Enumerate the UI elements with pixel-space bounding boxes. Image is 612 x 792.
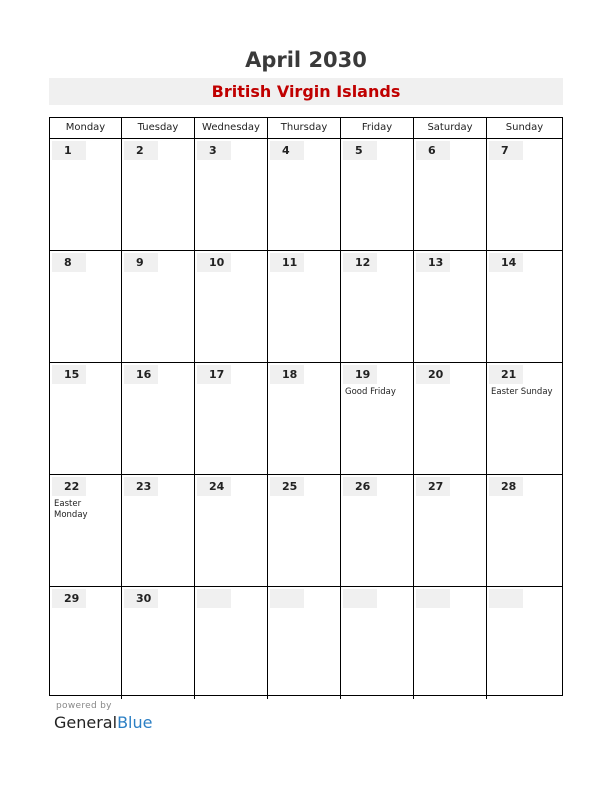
day-cell (195, 587, 268, 699)
day-cell (414, 251, 487, 362)
week-row (50, 475, 562, 587)
day-number (489, 589, 523, 608)
day-number: 10 (197, 253, 231, 272)
day-number: 22 (52, 477, 86, 496)
day-number: 4 (270, 141, 304, 160)
day-number: 23 (124, 477, 158, 496)
day-cell (414, 139, 487, 250)
weekday-header: Thursday (268, 118, 341, 138)
day-cell (341, 139, 414, 250)
week-row (50, 251, 562, 363)
day-cell (50, 363, 122, 474)
day-number: 21 (489, 365, 523, 384)
day-cell (487, 139, 562, 250)
weekday-header: Monday (50, 118, 122, 138)
day-number: 12 (343, 253, 377, 272)
day-number: 9 (124, 253, 158, 272)
calendar-grid (49, 117, 563, 696)
day-number: 24 (197, 477, 231, 496)
day-cell (487, 475, 562, 586)
day-cell (195, 363, 268, 474)
day-number: 30 (124, 589, 158, 608)
day-cell (122, 363, 195, 474)
day-number: 11 (270, 253, 304, 272)
day-number (197, 589, 231, 608)
week-row (50, 139, 562, 251)
weekday-header: Saturday (414, 118, 487, 138)
week-row (50, 363, 562, 475)
week-row (50, 587, 562, 699)
weekday-header: Sunday (505, 122, 544, 133)
logo-general-text: General (54, 713, 118, 732)
day-number: 27 (416, 477, 450, 496)
day-cell (50, 139, 122, 250)
day-number: 3 (197, 141, 231, 160)
day-number: 6 (416, 141, 450, 160)
day-number (416, 589, 450, 608)
day-cell (487, 363, 562, 474)
page-title: April 2030 (245, 48, 367, 72)
holiday-label: Easter Monday (54, 499, 88, 520)
day-cell (122, 251, 195, 362)
day-number: 17 (197, 365, 231, 384)
day-number: 20 (416, 365, 450, 384)
day-cell (414, 587, 487, 699)
country-banner: British Virgin Islands (49, 78, 563, 105)
logo-blue-text: Blue (117, 713, 153, 732)
holiday-label: Easter Sunday (491, 387, 553, 397)
day-number: 29 (52, 589, 86, 608)
day-cell (268, 139, 341, 250)
day-cell (341, 363, 414, 474)
day-number: 7 (489, 141, 523, 160)
day-cell (341, 475, 414, 586)
day-number: 8 (52, 253, 86, 272)
day-number: 28 (489, 477, 523, 496)
day-cell (195, 251, 268, 362)
day-cell (50, 587, 122, 699)
day-cell (341, 587, 414, 699)
day-cell (268, 251, 341, 362)
day-number: 18 (270, 365, 304, 384)
day-cell (195, 475, 268, 586)
day-cell (341, 251, 414, 362)
day-number: 2 (124, 141, 158, 160)
day-cell (487, 587, 562, 699)
day-cell (268, 363, 341, 474)
day-number: 1 (52, 141, 86, 160)
day-number: 16 (124, 365, 158, 384)
day-cell (122, 139, 195, 250)
weekday-header-row (50, 118, 562, 139)
day-number: 5 (343, 141, 377, 160)
day-number: 13 (416, 253, 450, 272)
day-number: 19 (343, 365, 377, 384)
generalblue-logo[interactable] (54, 713, 152, 732)
day-cell (50, 251, 122, 362)
day-cell (122, 587, 195, 699)
day-cell (487, 251, 562, 362)
holiday-label: Good Friday (345, 387, 396, 397)
day-cell (414, 363, 487, 474)
day-cell (268, 587, 341, 699)
powered-by-label: powered by (56, 701, 112, 711)
day-cell (268, 475, 341, 586)
day-number: 14 (489, 253, 523, 272)
weekday-header: Wednesday (195, 118, 268, 138)
weekday-header: Tuesday (122, 118, 195, 138)
day-number (270, 589, 304, 608)
day-cell (195, 139, 268, 250)
day-cell (122, 475, 195, 586)
day-number: 25 (270, 477, 304, 496)
weekday-header: Friday (341, 118, 414, 138)
day-cell (50, 475, 122, 586)
day-number: 26 (343, 477, 377, 496)
day-number (343, 589, 377, 608)
day-number: 15 (52, 365, 86, 384)
day-cell (414, 475, 487, 586)
